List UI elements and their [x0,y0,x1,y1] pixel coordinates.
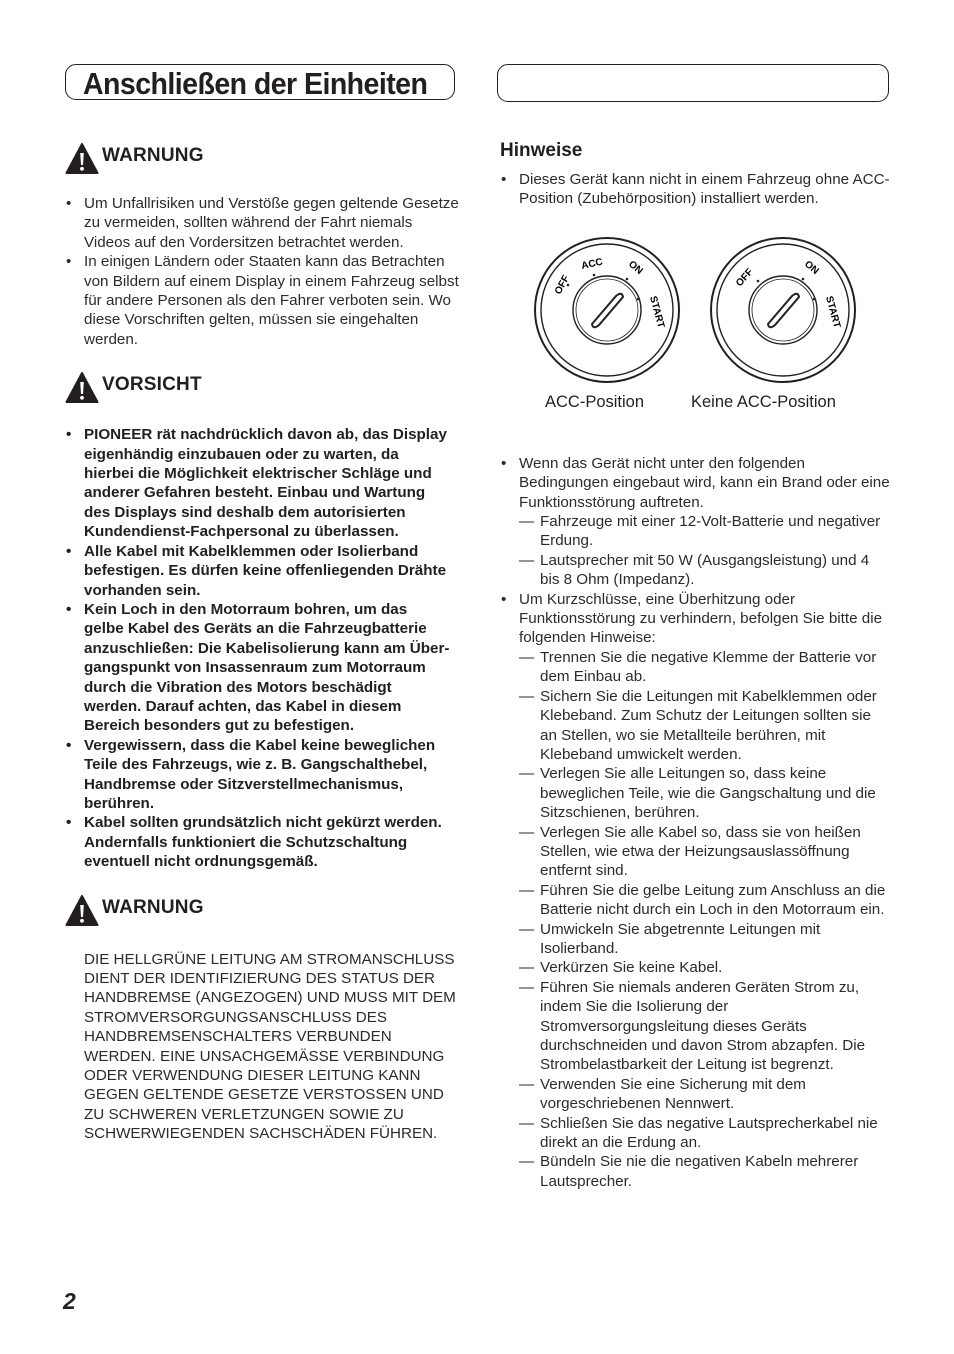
sub-item: — Führen Sie niemals anderen Geräten Strom zu, indem Sie die Isolierung der Stromversorgungsleitung dieses Geräts durchschneiden und davon Strom abzapfen. Die Strombelastbarkeit der Leitung ist begrenzt. [519,978,892,1075]
ignition-switch-figure [500,221,895,446]
start-label: START [823,294,843,330]
list-item: • Kabel sollten grundsätzlich nicht gekürzt werden. Andernfalls funktioniert die Schutzschaltung eventuell nicht ordnungsgemäß. [65,813,450,871]
start-label: START [647,294,667,330]
list-item: • PIONEER rät nachdrücklich davon ab, das Display eigenhändig einzubauen oder zu warten, da hierbei die Möglichkeit elektrischer Schläge und anderer Gefahren besteht. Einbau und Wartung des Displays sind deshalb dem autorisierten Kundendienst-Fachpersonal zu überlassen. [65,425,450,541]
right-column [500,140,895,1191]
off-label: OFF [734,266,756,289]
caution-triangle-icon [65,371,99,405]
acc-label: ACC [580,256,604,272]
caution-list [65,425,450,871]
warning-heading-2 [65,892,460,928]
list-item: • Vergewissern, dass die Kabel keine beweglichen Teile des Fahrzeugs, wie z. B. Gangschalthebel, Handbremse oder Sitzverstellmechanismus, berühren. [65,736,450,814]
sub-list [519,512,892,590]
notes-list-2 [500,454,892,1191]
warning-list [65,194,460,349]
sub-item: — Fahrzeuge mit einer 12-Volt-Batterie und negativer Erdung. [519,512,892,551]
caution-label: VORSICHT [102,374,202,396]
left-column [65,140,460,1144]
warning-heading [65,140,460,176]
on-label: ON [626,258,645,277]
ignition-switch-no-acc [708,235,858,385]
note-text: • Um Kurzschlüsse, eine Überhitzung oder Funktionsstörung zu verhindern, befolgen Sie bitte die folgenden Hinweise: [519,590,883,647]
note-text: • Wenn das Gerät nicht unter den folgenden Bedingungen eingebaut wird, kann ein Brand oder eine Funktionsstörung auftreten. [519,454,890,511]
caption-no-acc-position: Keine ACC-Position [691,392,836,411]
warning-caps-text: DIE HELLGRÜNE LEITUNG AM STROMANSCHLUSS DIENT DER IDENTIFIZIERUNG DES STATUS DER HANDBREMSE (ANGEZOGEN) UND MUSS MIT DEM STROMVERSORGUNGSANSCHLUSS DES HANDBREMSENSCHALTERS VERBUNDEN WERDEN. EINE UNSACHGEMÄSSE VERBINDUNG ODER VERWENDUNG DIESER LEITUNG KANN GEGEN GELTENDE GESETZE VERSTOSSEN UND ZU SCHWEREN VERLETZUNGEN SOWIE ZU SCHWERWIEGENDEN SACHSCHÄDEN FÜHREN. [84,950,456,1143]
list-item [500,590,892,1192]
warning-triangle-icon [65,142,99,176]
sub-item: — Verlegen Sie alle Kabel so, dass sie von heißen Stellen, wie etwa der Heizungsauslassöffnung entfernt sind. [519,823,892,881]
sub-item: — Schließen Sie das negative Lautsprecherkabel nie direkt an die Erdung an. [519,1114,892,1153]
sub-item: — Lautsprecher mit 50 W (Ausgangsleistung) und 4 bis 8 Ohm (Impedanz). [519,551,892,590]
sub-item: — Verkürzen Sie keine Kabel. [519,958,892,977]
empty-header-box [497,64,889,102]
sub-item: — Führen Sie die gelbe Leitung zum Anschluss an die Batterie nicht durch ein Loch in den Motorraum ein. [519,881,892,920]
warning-label: WARNUNG [102,145,204,166]
warning-triangle-icon [65,894,99,928]
list-item: • In einigen Ländern oder Staaten kann das Betrachten von Bildern auf einem Display in einem Fahrzeug selbst für andere Personen als den Fahrer verboten sein. Wo diese Vorschriften gelten, müssen sie eingehalten werden. [65,252,460,349]
list-item: • Alle Kabel mit Kabelklemmen oder Isolierband befestigen. Es dürfen keine offenliegenden Drähte vorhanden sein. [65,542,450,600]
sub-list [519,648,892,1191]
page-number: 2 [63,1288,76,1314]
notes-list-1 [500,170,892,209]
list-item [500,454,892,590]
on-label: ON [802,258,821,277]
page-title: Anschließen der Einheiten [83,66,428,101]
sub-item: — Umwickeln Sie abgetrennte Leitungen mit Isolierband. [519,920,892,959]
sub-item: — Trennen Sie die negative Klemme der Batterie vor dem Einbau ab. [519,648,892,687]
list-item: • Dieses Gerät kann nicht in einem Fahrzeug ohne ACC-Position (Zubehörposition) installiert werden. [500,170,892,209]
warning-label: WARNUNG [102,896,204,918]
caution-heading [65,369,460,405]
list-item: • Um Unfallrisiken und Verstöße gegen geltende Gesetze zu vermeiden, sollten während der Fahrt niemals Videos auf den Vordersitzen betrachtet werden. [65,194,460,252]
list-item: • Kein Loch in den Motorraum bohren, um das gelbe Kabel des Geräts an die Fahrzeugbatterie anzuschließen: Die Kabelisolierung kann am Über-gangspunkt von Insassenraum zum Motorraum durch die Vibration des Motors beschädigt werden. Darauf achten, das Kabel in diesem Bereich besonders gut zu befestigen. [65,600,450,736]
notes-heading: Hinweise [500,140,583,161]
section-title-box [65,64,455,100]
ignition-switch-acc [532,235,682,385]
off-label: OFF [552,273,573,297]
sub-item: — Sichern Sie die Leitungen mit Kabelklemmen oder Klebeband. Zum Schutz der Leitungen sollten sie an Stellen, wo sie Metallteile berühren, mit Klebeband umwickelt werden. [519,687,892,765]
sub-item: — Bündeln Sie nie die negativen Kabeln mehrerer Lautsprecher. [519,1152,892,1191]
sub-item: — Verlegen Sie alle Leitungen so, dass keine beweglichen Teile, wie die Gangschaltung und die Sitzschienen, berühren. [519,764,892,822]
sub-item: — Verwenden Sie eine Sicherung mit dem vorgeschriebenen Nennwert. [519,1075,892,1114]
caption-acc-position: ACC-Position [545,392,645,411]
